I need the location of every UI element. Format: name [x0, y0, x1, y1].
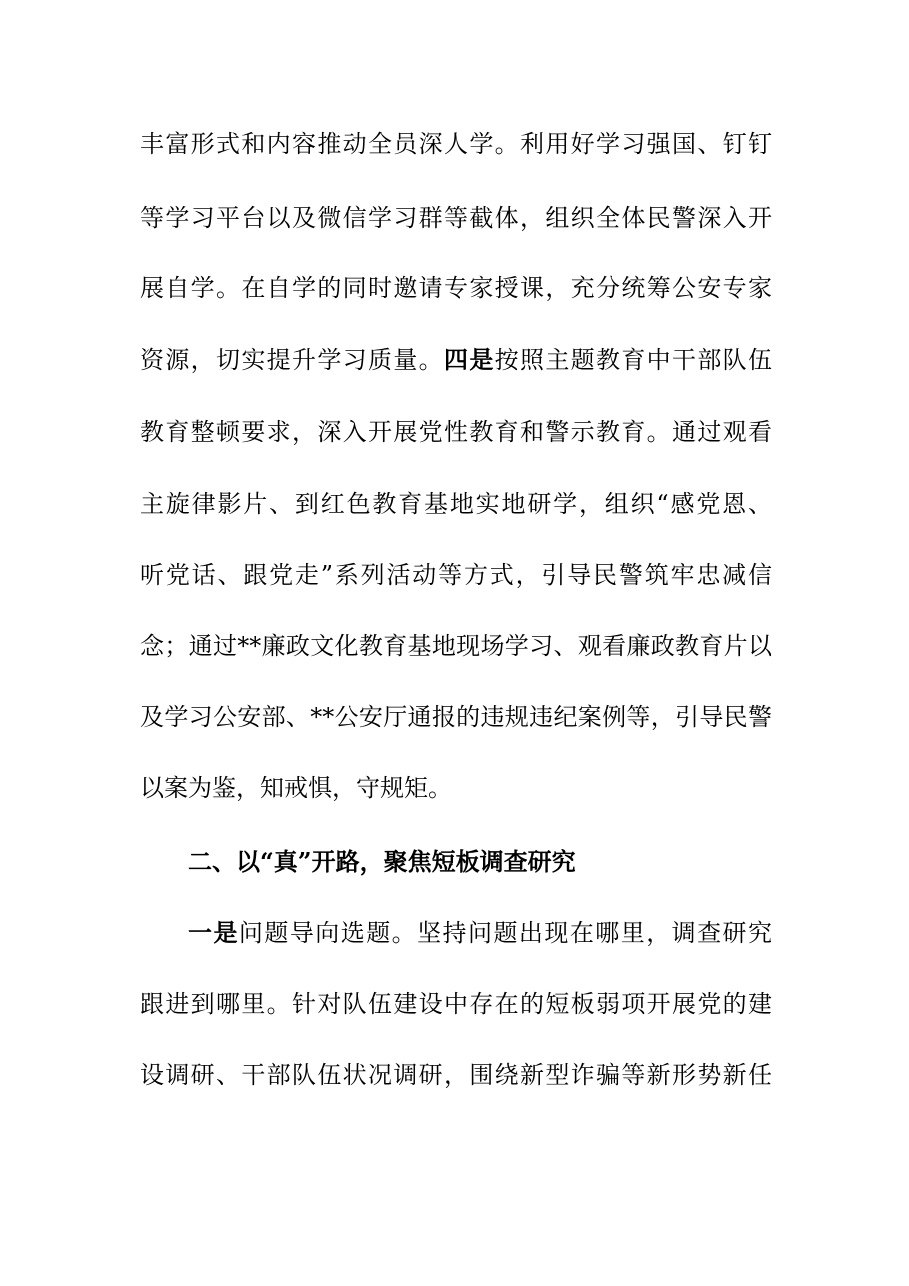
text-line: 听党话、跟党走”系列活动等方式，引导民警筑牢忠减信: [140, 561, 772, 589]
text-segment: 按照主题教育中干部队伍: [494, 346, 773, 374]
text-line: 教育整顿要求，深入开展党性教育和警示教育。通过观看: [140, 418, 772, 446]
bold-lead: 一是: [188, 918, 239, 947]
bold-lead: 四是: [444, 345, 495, 374]
text-segment: 资源，切实提升学习质量。: [140, 346, 444, 374]
text-line: 设调研、干部队伍状况调研，围绕新型诈骗等新形势新任: [140, 1061, 772, 1089]
section-heading: 二、以“真”开路，聚焦短板调查研究: [188, 847, 576, 876]
text-line: 念；通过**廉政文化教育基地现场学习、观看廉政教育片以: [140, 632, 772, 660]
text-line: 及学习公安部、**公安厅通报的违规违纪案例等，引导民警: [140, 703, 772, 731]
text-line: 丰富形式和内容推动全员深人学。利用好学习强国、钉钉: [140, 130, 772, 158]
text-line: 展自学。在自学的同时邀请专家授课，充分统筹公安专家: [140, 274, 772, 302]
text-segment: 问题导向选题。坚持问题出现在哪里，调查研究: [238, 919, 773, 947]
text-line: 以案为鉴，知戒惧，守规矩。: [140, 774, 452, 802]
text-line: 主旋律影片、到红色教育基地实地研学，组织“感党恩、: [140, 490, 772, 518]
text-line: [140, 340, 772, 380]
text-line: [188, 913, 772, 953]
text-line: 等学习平台以及微信学习群等截体，组织全体民警深入开: [140, 204, 772, 232]
text-line: 跟进到哪里。针对队伍建设中存在的短板弱项开展党的建: [140, 990, 772, 1018]
